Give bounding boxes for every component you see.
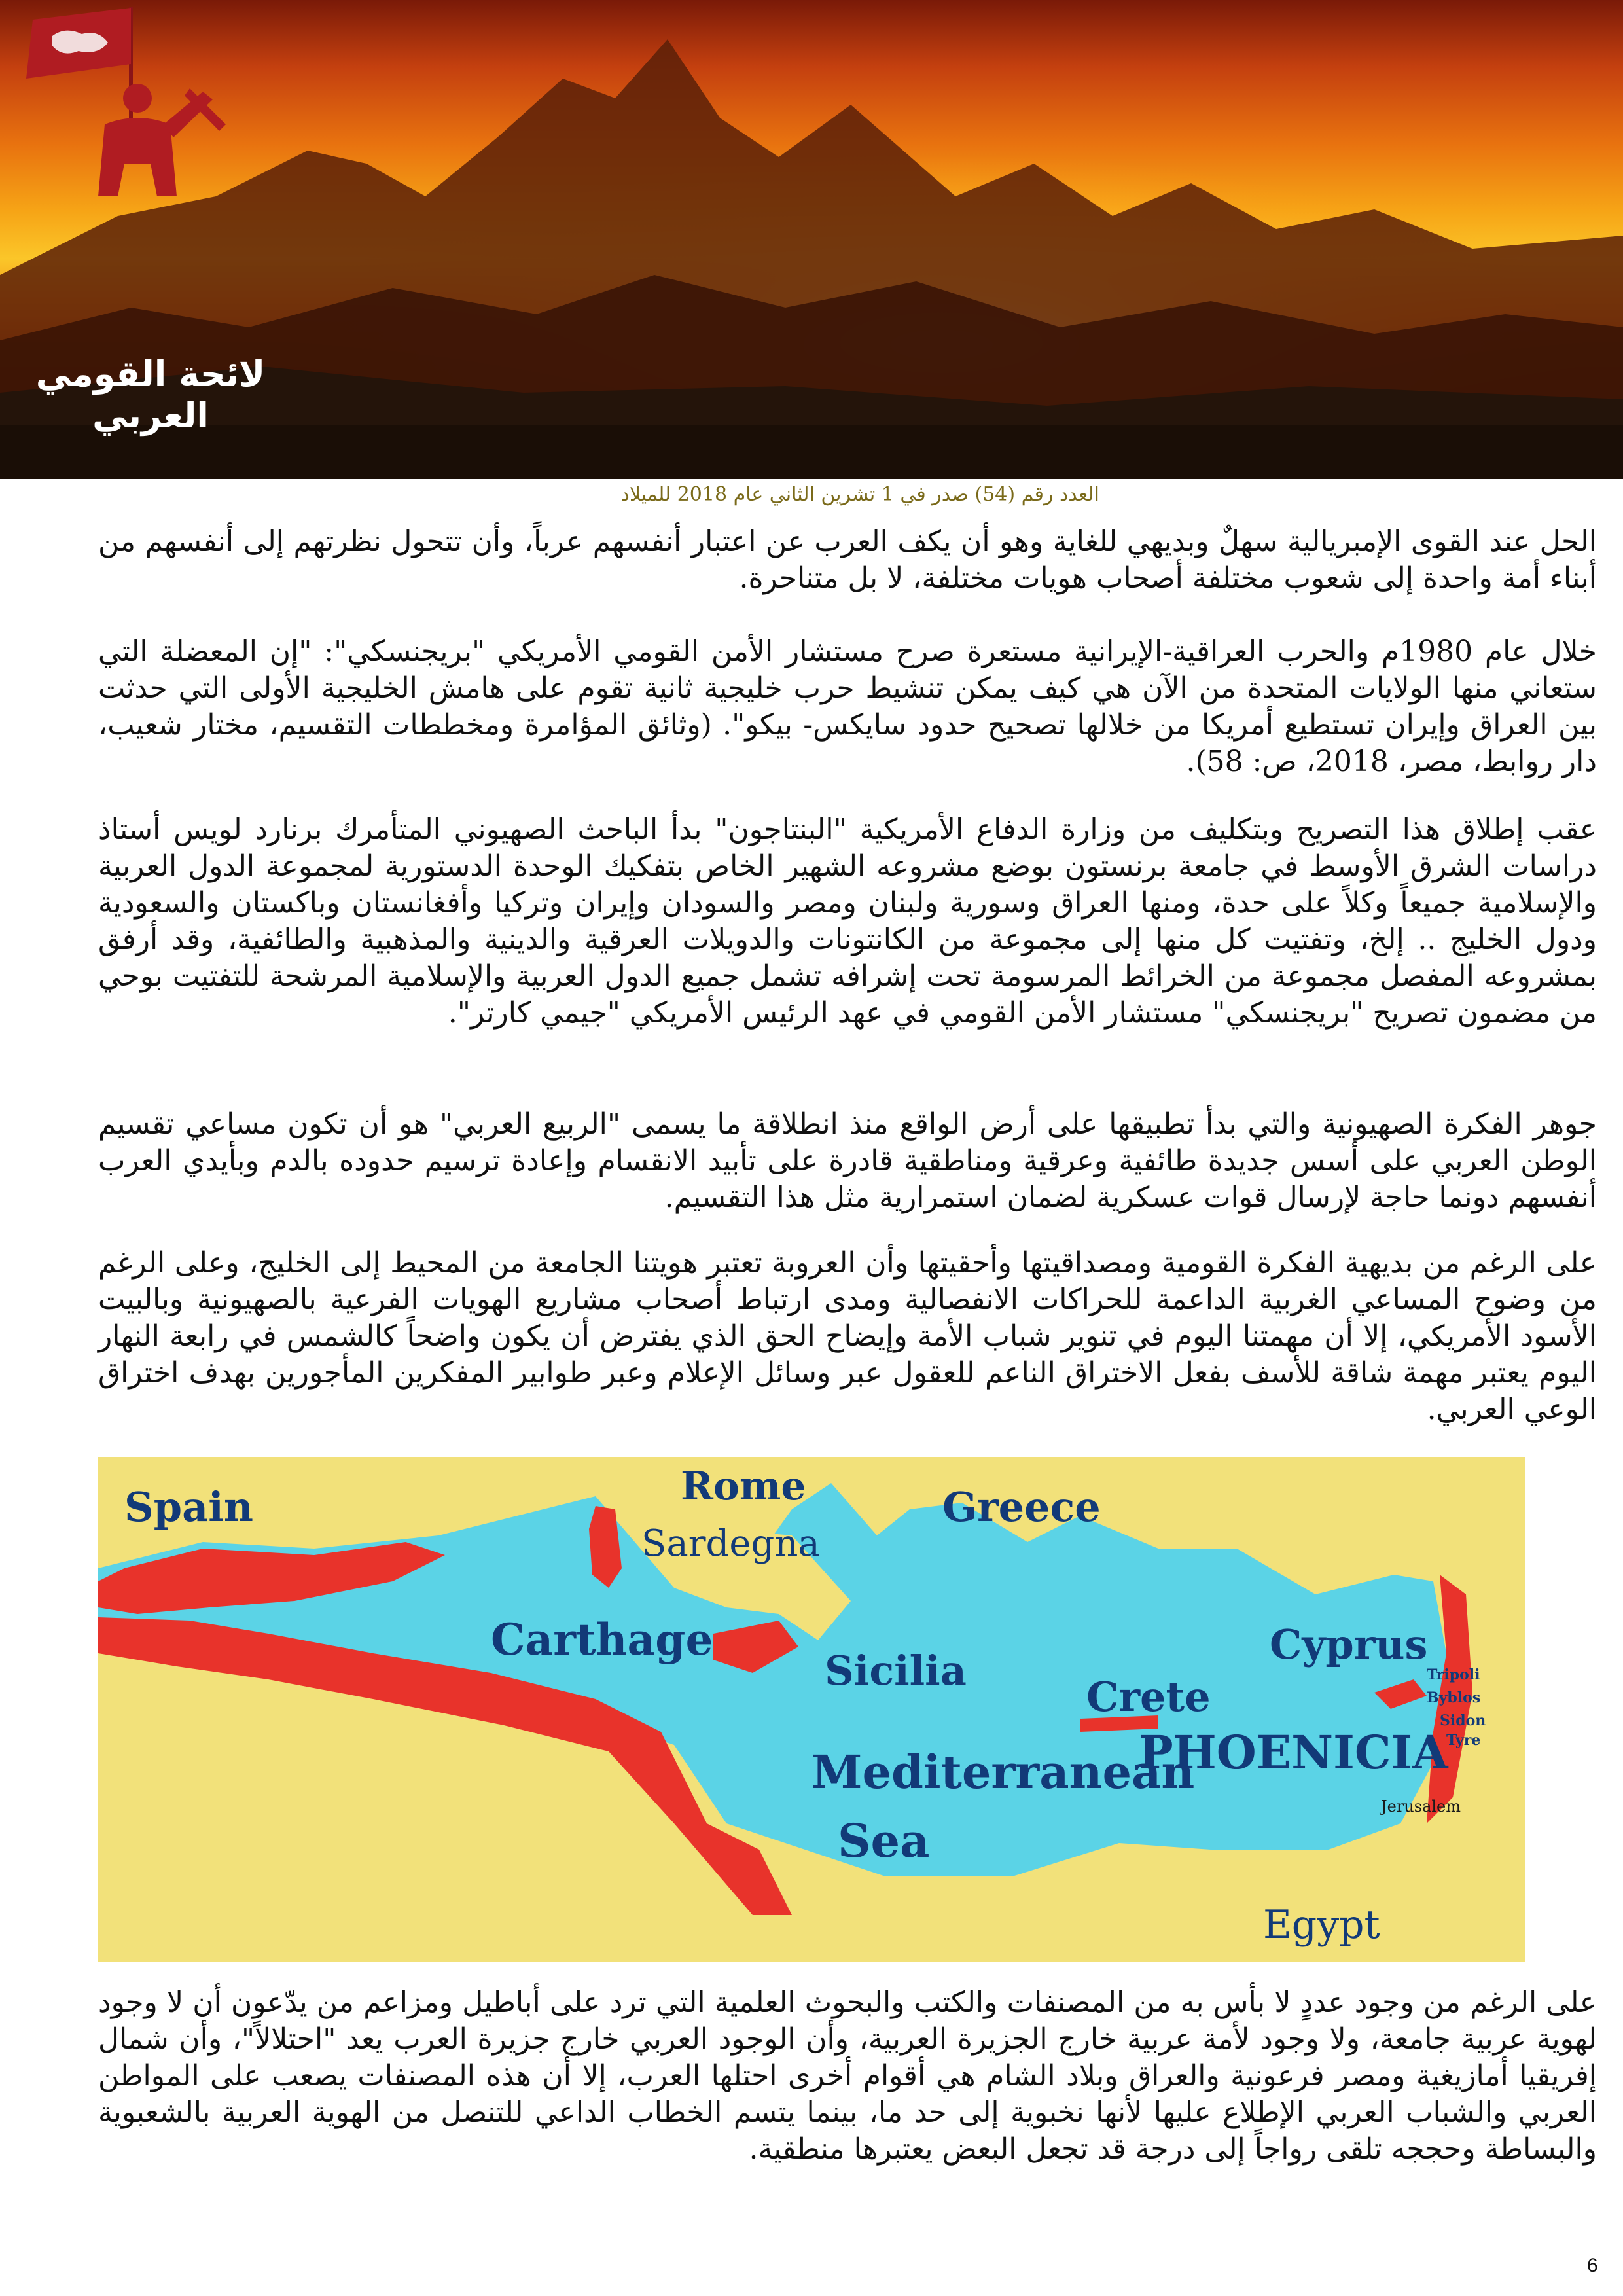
map-label-carthage: Carthage [491,1614,713,1665]
map-label-spain: Spain [124,1483,253,1531]
map-label-tyre: Tyre [1446,1732,1481,1749]
map-label-sicilia: Sicilia [825,1647,967,1695]
map-label-sardegna: Sardegna [641,1522,820,1565]
issue-line: العدد رقم (54) صدر في 1 تشرين الثاني عام 2018 للميلاد [620,483,1099,506]
logo-icon [0,0,249,262]
phoenicia-map [98,1457,1525,1962]
map-label-jerusalem: Jerusalem [1381,1797,1461,1816]
logo-title: لائحة القومي العربي [35,353,266,436]
paragraph-2: خلال عام 1980م والحرب العراقية-الإيرانية مستعرة صرح مستشار الأمن القومي الأمريكي "بريجنسكي": "إن المعضلة التي ستعاني منها الولايات المتحدة من الآن هي كيف يمكن تنشيط حرب خليجية ثانية تقوم على هامش الخليجية الأولى التي حدثت بين العراق وإيران تستطيع أمريكا من خلالها تصحيح حدود سايكس- بيكو". (وثائق المؤامرة ومخططات التقسيم، مختار شعيب، دار روابط، مصر، 2018، ص: 58). [98,635,1597,778]
page-number: 6 [1587,2255,1598,2276]
paragraph-4: جوهر الفكرة الصهيونية والتي بدأ تطبيقها على أرض الواقع منذ انطلاقة ما يسمى "الربيع العربي" هو أن تكون مساعي تقسيم الوطن العربي على أسس جديدة طائفية وعرقية ومناطقية قادرة على تأبيد الانقسام وإعادة ترسيم حدوده بالدم وبأيدي العرب أنفسهم دونما حاجة لإرسال قوات عسكرية لضمان استمرارية مثل هذا التقسيم. [98,1107,1597,1214]
map-label-sea: Sea [838,1814,930,1868]
header-banner [0,0,1623,479]
map-label-cyprus: Cyprus [1270,1621,1428,1668]
map-label-crete: Crete [1086,1673,1211,1721]
map-label-mediterranean: Mediterranean [812,1745,1195,1799]
map-label-tripoli: Tripoli [1427,1666,1480,1683]
paragraph-6: على الرغم من وجود عددٍ لا بأس به من المصنفات والكتب والبحوث العلمية التي ترد على أباطيل ومزاعم من يدّعون أن لا وجود لهوية عربية جامعة، ولا وجود لأمة عربية خارج الجزيرة العربية، وأن الوجود العربي خارج جزيرة العرب يعد "احتلالاً"، وأن شمال إفريقيا أمازيغية ومصر فرعونية والعراق وبلاد الشام هي أقوام أخرى احتلها العرب، إلا أن هذه المصنفات يصعب على المواطن العربي والشباب العربي الإطلاع عليها لأنها نخبوية إلى حد ما، بينما يتسم الخطاب الداعي للتنصل من الهوية العربية بالشعبوية والبساطة وحججه تلقى رواجاً إلى درجة قد تجعل البعض يعتبرها منطقية. [98,1986,1597,2166]
map-label-phoenicia: PHOENICIA [1139,1725,1448,1780]
paragraph-3: عقب إطلاق هذا التصريح وبتكليف من وزارة الدفاع الأمريكية "البنتاجون" بدأ الباحث الصهيوني المتأمرك برنارد لويس أستاذ دراسات الشرق الأوسط في جامعة برنستون بوضع مشروعه الشهير الخاص بتفكيك الوحدة الدستورية لمجموعة الدول العربية والإسلامية جميعاً وكلاً على حدة، ومنها العراق وسورية ولبنان ومصر والسودان وإيران وتركيا وأفغانستان وباكستان والسعودية ودول الخليج .. إلخ، وتفتيت كل منها إلى مجموعة من الكانتونات والدويلات العرقية والدينية والمذهبية والطائفية، وقد أرفق بمشروعه المفصل مجموعة من الخرائط المرسومة تحت إشرافه تشمل جميع الدول العربية والإسلامية المرشحة للتفتيت بوحي من مضمون تصريح "بريجنسكي" مستشار الأمن القومي في عهد الرئيس الأمريكي "جيمي كارتر". [98,813,1597,1030]
map-label-greece: Greece [942,1483,1101,1531]
map-label-sidon: Sidon [1440,1712,1486,1729]
paragraph-1: الحل عند القوى الإمبريالية سهلٌ وبديهي للغاية وهو أن يكف العرب عن اعتبار أنفسهم عرباً، وأن تتحول نظرتهم إلى أنفسهم من أبناء أمة واحدة إلى شعوب مختلفة أصحاب هويات مختلفة، لا بل متناحرة. [98,525,1597,595]
map-label-rome: Rome [681,1463,806,1509]
paragraph-5: على الرغم من بديهية الفكرة القومية ومصداقيتها وأحقيتها وأن العروبة تعتبر هويتنا الجامعة من المحيط إلى الخليج، وعلى الرغم من وضوح المساعي الغربية الداعمة للحراكات الانفصالية ومدى ارتباط أصحاب مشاريع الهويات الفرعية بالصهيونية وبالبيت الأسود الأمريكي، إلا أن مهمتنا اليوم في تنوير شباب الأمة وإيضاح الحق الذي يفترض أن يكون واضحاً كالشمس في رابعة النهار اليوم يعتبر مهمة شاقة للأسف بفعل الاختراق الناعم للعقول عبر وسائل الإعلام وعبر طوابير المفكرين المأجورين بهدف اختراق الوعي العربي. [98,1246,1597,1426]
map-label-byblos: Byblos [1427,1689,1481,1706]
map-label-egypt: Egypt [1263,1902,1380,1948]
